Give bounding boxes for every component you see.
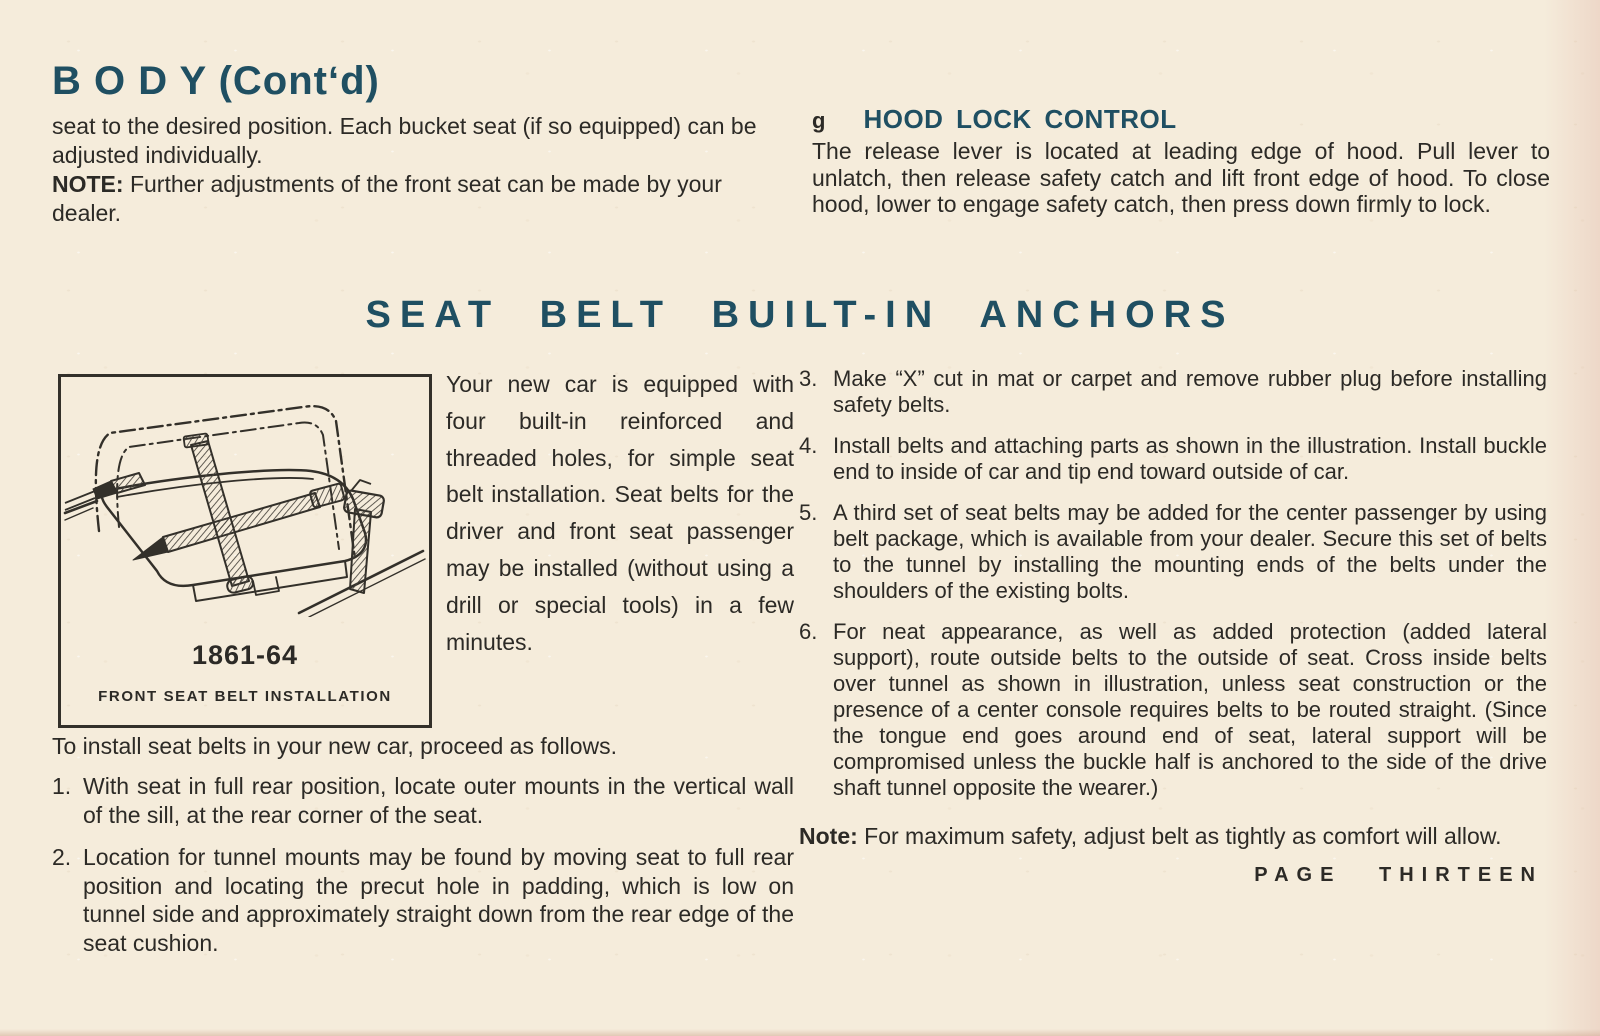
step-text: Install belts and attaching parts as shown in the illustration. Install buckle end to inside of car and tip end toward outside of car. — [833, 433, 1547, 484]
step-number: 5. — [799, 500, 818, 525]
seat-belt-illustration — [63, 381, 427, 617]
figure-part-number: 1861-64 — [191, 640, 299, 670]
seat-belt-figure — [58, 374, 432, 728]
safety-note-text: For maximum safety, adjust belt as tightly as comfort will allow. — [864, 823, 1502, 849]
figure-caption: FRONT SEAT BELT INSTALLATION — [98, 688, 392, 705]
body-heading: B O D Y (Cont‘d) — [52, 59, 380, 103]
seat-belt-intro: Your new car is equipped with four built-in reinforced and threaded holes, for simple seat belt installation. Seat belts for the driver and front seat passenger may be installed (without using a drill or special tools) in a few minutes. — [446, 371, 794, 655]
step-text: For neat appearance, as well as added protection (added lateral support), route outside belts to the outside of seat. Cross inside belts over tunnel as shown in illustration, unless seat construction or the presence of a center console requires belts to be routed straight. (Since the tongue end goes around end of seat, lateral support will be compromised unless the buckle half is anchored to the side of the drive shaft tunnel opposite the wearer.) — [833, 619, 1547, 800]
body-note-label: NOTE: — [52, 171, 124, 197]
safety-note-label: Note: — [799, 823, 858, 849]
seat-belt-left-column — [52, 366, 794, 971]
step-item-6 — [799, 619, 1547, 801]
page-number: PAGE THIRTEEN — [1254, 864, 1543, 886]
hood-lock-section — [812, 104, 1550, 218]
step-item-3 — [799, 366, 1547, 418]
step-text: With seat in full rear position, locate outer mounts in the vertical wall of the sill, at the rear corner of the seat. — [83, 773, 794, 828]
hood-item-letter: g — [812, 108, 826, 133]
seat-belt-right-column — [799, 366, 1547, 887]
hood-heading: HOOD LOCK CONTROL — [863, 104, 1177, 134]
step-text: Make “X” cut in mat or carpet and remove rubber plug before installing safety belts. — [833, 366, 1547, 417]
safety-note — [799, 822, 1547, 851]
step-item-2 — [52, 843, 794, 957]
body-note — [52, 170, 778, 228]
step-number: 6. — [799, 619, 818, 644]
install-lead-in: To install seat belts in your new car, proceed as follows. — [52, 733, 618, 759]
step-text: A third set of seat belts may be added for the center passenger by using belt package, which is available from your dealer. Secure this set of belts to the tunnel by installing the mounting ends of the belts under the shoulders of the existing bolts. — [833, 500, 1547, 603]
step-number: 3. — [799, 366, 818, 391]
step-text: Location for tunnel mounts may be found by moving seat to full rear position and locating the precut hole in padding, which is low on tunnel side and approximately straight down from the rear edge of the seat cushion. — [83, 844, 794, 956]
body-paragraph: seat to the desired position. Each bucket seat (if so equipped) can be adjusted individually. — [52, 113, 757, 168]
body-section — [52, 60, 778, 228]
step-number: 4. — [799, 433, 818, 458]
body-note-text: Further adjustments of the front seat can be made by your dealer. — [52, 171, 722, 226]
step-number: 2. — [52, 844, 72, 870]
hood-paragraph: The release lever is located at leading edge of hood. Pull lever to unlatch, then release safety catch and lift front edge of hood. To close hood, lower to engage safety catch, then press down firmly to lock. — [812, 138, 1550, 217]
step-number: 1. — [52, 773, 72, 799]
step-item-4 — [799, 433, 1547, 485]
step-item-1 — [52, 772, 794, 829]
step-item-5 — [799, 500, 1547, 604]
hood-heading-row — [812, 104, 1550, 135]
seat-belt-heading: SEAT BELT BUILT-IN ANCHORS — [365, 294, 1235, 336]
